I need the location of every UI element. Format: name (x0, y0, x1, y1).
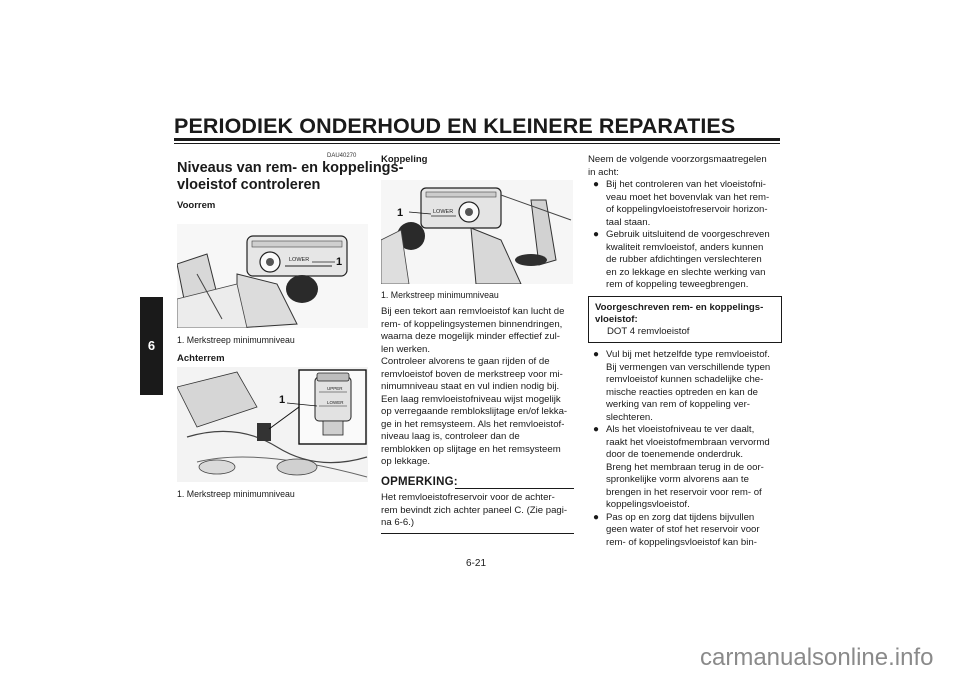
voorrem-heading: Voorrem (177, 200, 216, 211)
voorrem-fig-label: LOWER (289, 257, 310, 263)
intro-line: in acht: (588, 166, 619, 178)
voorrem-callout: 1 (336, 256, 343, 268)
bullet-list-b (591, 349, 781, 549)
achterrem-caption: 1. Merkstreep minimumniveau (177, 489, 295, 499)
bullet-line: Als het vloeistofniveau te ver daalt, (606, 424, 755, 435)
bullet-dot-icon: ● (593, 179, 600, 190)
paragraph-line: Bij een tekort aan remvloeistof kan lucht de (381, 306, 565, 317)
bullet-item (591, 179, 781, 229)
opmerking-line: Het remvloeistofreservoir voor de achter- (381, 492, 555, 503)
opmerking-bottom-rule (381, 533, 574, 534)
bullet-line: taal staan. (606, 216, 651, 228)
koppeling-figure (381, 180, 573, 284)
paragraph-line: nimumniveau staat en vul indien nodig bij. (381, 381, 560, 392)
achterrem-callout: 1 (279, 394, 286, 406)
paragraph-line: remblokken op slijtage en het remsysteem (381, 443, 561, 455)
achterrem-illustration (177, 367, 368, 482)
achterrem-fig-upper: UPPER (327, 386, 343, 391)
bullet-item (591, 349, 781, 424)
bullet-line: koppelingsvloeistof. (606, 499, 690, 510)
watermark-text[interactable]: carmanualsonline.info (700, 644, 934, 671)
bullet-line: Bij het controleren van het vloeistofni- (606, 179, 766, 190)
bullet-line: rem- of koppelingsvloeistof kan bin- (606, 536, 757, 548)
bullet-line: werking van rem of koppeling ver- (606, 399, 750, 410)
koppeling-fig-label: LOWER (433, 209, 454, 215)
paragraph-line: Controleer alvorens te gaan rijden of de (381, 356, 550, 367)
bullet-line: remvloeistof kunnen schadelijke che- (606, 374, 764, 385)
bullet-line: brengen in het reservoir voor rem- of (606, 486, 762, 498)
bullet-item (591, 512, 781, 550)
bullet-dot-icon: ● (593, 511, 600, 523)
bullet-line: Vul bij met hetzelfde type remvloeistof. (606, 349, 770, 360)
bullet-line: spronkelijke vorm alvorens aan te (606, 474, 749, 485)
spec-value: DOT 4 remvloeistof (607, 326, 690, 337)
paragraph-line: waarna deze mogelijk minder effectief zul- (381, 331, 560, 342)
section-title-line2: vloeistof controleren (177, 177, 321, 193)
bullet-dot-icon: ● (593, 424, 600, 435)
chapter-tab: 6 (140, 297, 163, 395)
paragraph-line: rem- of koppelingsystemen binnendringen, (381, 318, 563, 330)
koppeling-callout: 1 (397, 207, 404, 219)
koppeling-illustration (381, 180, 573, 284)
opmerking-rule (455, 488, 574, 489)
bullet-line: veau moet het bovenvlak van het rem- (606, 191, 770, 203)
paragraph-line: len werken. (381, 343, 431, 355)
koppeling-heading: Koppeling (381, 154, 428, 165)
bullet-item (591, 229, 781, 292)
bullet-line: rem of koppeling teweegbrengen. (606, 279, 749, 290)
opmerking-text (381, 492, 574, 530)
bullet-dot-icon: ● (593, 349, 600, 360)
intro-text (588, 154, 781, 179)
paragraph-line: remvloeistof boven de merkstreep voor mi- (381, 368, 563, 380)
paragraph-line: Een laag remvloeistofniveau wijst mogelijk (381, 393, 561, 405)
bullet-line: Gebruik uitsluitend de voorgeschreven (606, 229, 770, 240)
bullet-line: geen water of stof het reservoir voor (606, 524, 760, 535)
bullet-line: Bij vermengen van verschillende typen (606, 361, 771, 373)
paragraph-line: ge in het remsysteem. Als het remvloeistof- (381, 418, 565, 430)
opmerking-line: na 6-6.) (381, 517, 415, 528)
bullet-line: raakt het vloeistofmembraan vervormd (606, 436, 770, 448)
page-number: 6-21 (466, 558, 487, 569)
section-title-line1: Niveaus van rem- en koppelings- (177, 160, 404, 176)
paragraph-line: niveau laag is, controleer dan de (381, 431, 520, 442)
achterrem-figure (177, 367, 368, 482)
koppeling-paragraph (381, 306, 574, 469)
voorrem-figure (177, 224, 368, 328)
bullet-line: Pas op en zorg dat tijdens bijvullen (606, 511, 755, 523)
bullet-dot-icon: ● (593, 229, 600, 240)
achterrem-heading: Achterrem (177, 353, 225, 364)
paragraph-line: op verregaande remblokslijtage en/of lekka- (381, 406, 568, 417)
spec-title-line: vloeistof: (595, 314, 638, 325)
bullet-list-a (591, 179, 781, 292)
bullet-line: door de toenemende onderdruk. (606, 449, 744, 460)
voorrem-caption: 1. Merkstreep minimumniveau (177, 335, 295, 345)
achterrem-fig-lower: LOWER (327, 400, 344, 405)
koppeling-caption: 1. Merkstreep minimumniveau (381, 290, 499, 300)
page-header-title: PERIODIEK ONDERHOUD EN KLEINERE REPARATIES (174, 114, 736, 138)
bullet-line: kwaliteit remvloeistof, anders kunnen (606, 241, 764, 253)
header-rule-thin (174, 143, 780, 144)
paragraph-line: op lekkage. (381, 456, 431, 467)
bullet-line: mische reacties optreden en kan de (606, 386, 758, 398)
intro-line: Neem de volgende voorzorgsmaatregelen (588, 154, 767, 165)
opmerking-line: rem bevindt zich achter paneel C. (Zie pagi- (381, 504, 568, 516)
bullet-line: slechteren. (606, 411, 653, 423)
bullet-item (591, 424, 781, 512)
voorrem-illustration (177, 224, 368, 328)
header-rule-thick (174, 138, 780, 141)
bullet-line: de rubber afdichtingen verslechteren (606, 254, 762, 265)
spec-title-line: Voorgeschreven rem- en koppelings- (595, 302, 764, 313)
bullet-line: Breng het membraan terug in de oor- (606, 461, 764, 473)
bullet-line: en zo lekkage en slechte werking van (606, 266, 766, 278)
spec-box (588, 296, 782, 343)
opmerking-heading: OPMERKING: (381, 476, 458, 488)
doc-code: DAU40270 (327, 153, 357, 159)
bullet-line: of koppelingvloeistofreservoir horizon- (606, 204, 768, 215)
